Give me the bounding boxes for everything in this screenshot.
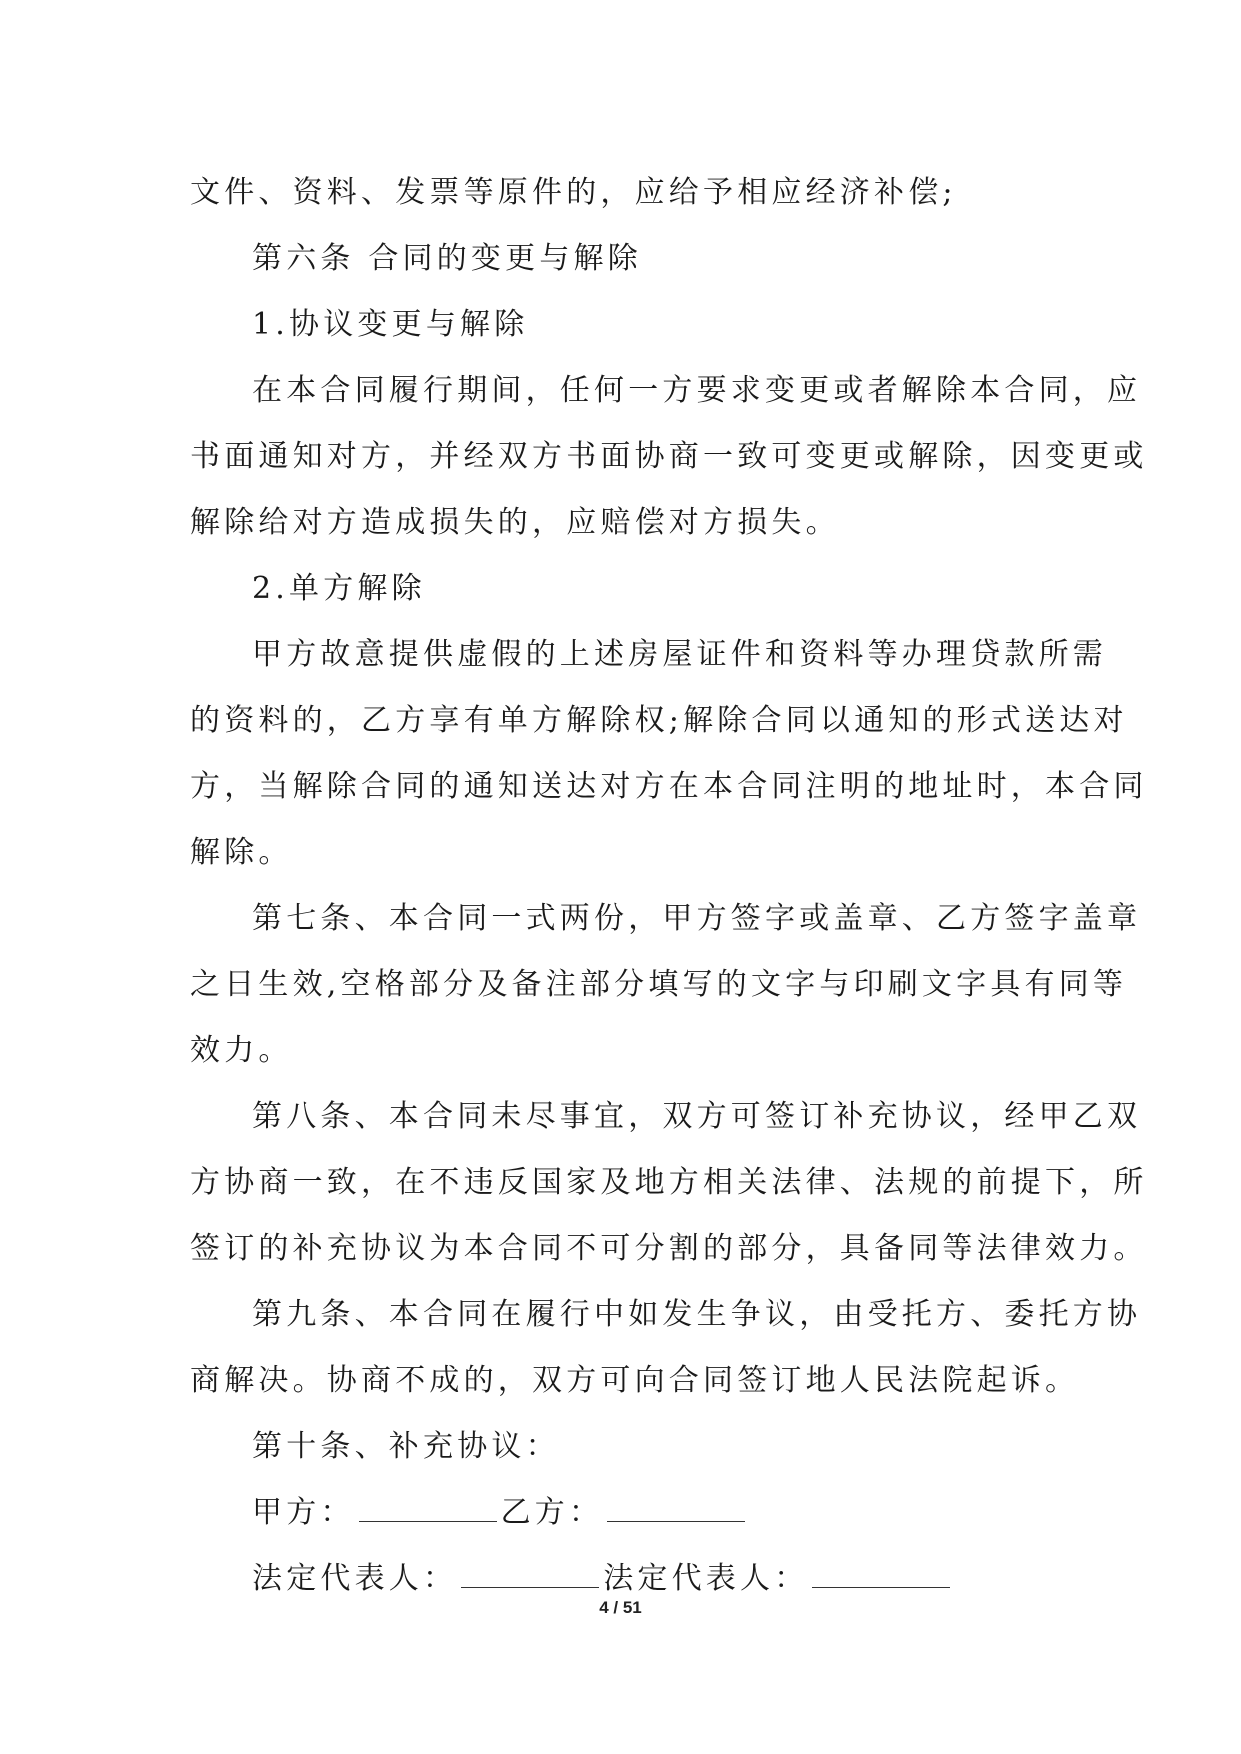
paragraph-line-article-9: 第九条、本合同在履行中如发生争议，由受托方、委托方协 <box>252 1297 1142 1332</box>
subsection-heading: 1.协议变更与解除 <box>252 307 529 342</box>
rep-a-label: 法定代表人： <box>252 1561 458 1596</box>
paragraph-line: 书面通知对方，并经双方书面协商一致可变更或解除，因变更或 <box>190 439 1148 474</box>
party-a-blank[interactable] <box>359 1499 497 1522</box>
paragraph-line-article-10: 第十条、补充协议： <box>252 1429 560 1464</box>
page-number: 4 / 51 <box>599 1598 642 1617</box>
paragraph-line: 效力。 <box>190 1033 293 1068</box>
paragraph-line: 甲方故意提供虚假的上述房屋证件和资料等办理贷款所需 <box>252 637 1107 672</box>
document-body <box>190 160 1148 1612</box>
paragraph-line: 签订的补充协议为本合同不可分割的部分，具备同等法律效力。 <box>190 1231 1148 1266</box>
paragraph-line: 解除给对方造成损失的，应赔偿对方损失。 <box>190 505 840 540</box>
signature-row-parties <box>190 1480 1070 1546</box>
paragraph-line: 文件、资料、发票等原件的，应给予相应经济补偿; <box>190 175 957 210</box>
paragraph-line: 之日生效,空格部分及备注部分填写的文字与印刷文字具有同等 <box>190 967 1128 1002</box>
rep-b-blank[interactable] <box>812 1565 950 1588</box>
section-heading-article-6: 第六条 合同的变更与解除 <box>252 241 642 276</box>
party-b-blank[interactable] <box>607 1499 745 1522</box>
paragraph-line-article-8: 第八条、本合同未尽事宜，双方可签订补充协议，经甲乙双 <box>252 1099 1142 1134</box>
party-b-label: 乙方： <box>500 1495 604 1530</box>
paragraph-line: 方协商一致，在不违反国家及地方相关法律、法规的前提下，所 <box>190 1165 1148 1200</box>
paragraph-line: 的资料的，乙方享有单方解除权;解除合同以通知的形式送达对 <box>190 703 1128 738</box>
subsection-heading: 2.单方解除 <box>252 571 426 606</box>
paragraph-line: 方，当解除合同的通知送达对方在本合同注明的地址时，本合同 <box>190 769 1148 804</box>
rep-a-blank[interactable] <box>461 1565 599 1588</box>
paragraph-line: 商解决。协商不成的，双方可向合同签订地人民法院起诉。 <box>190 1363 1080 1398</box>
paragraph-line-article-7: 第七条、本合同一式两份，甲方签字或盖章、乙方签字盖章 <box>252 901 1142 936</box>
paragraph-line: 在本合同履行期间，任何一方要求变更或者解除本合同，应 <box>252 373 1142 408</box>
party-a-label: 甲方： <box>252 1495 355 1530</box>
rep-b-label: 法定代表人： <box>603 1561 809 1596</box>
paragraph-line: 解除。 <box>190 835 293 870</box>
